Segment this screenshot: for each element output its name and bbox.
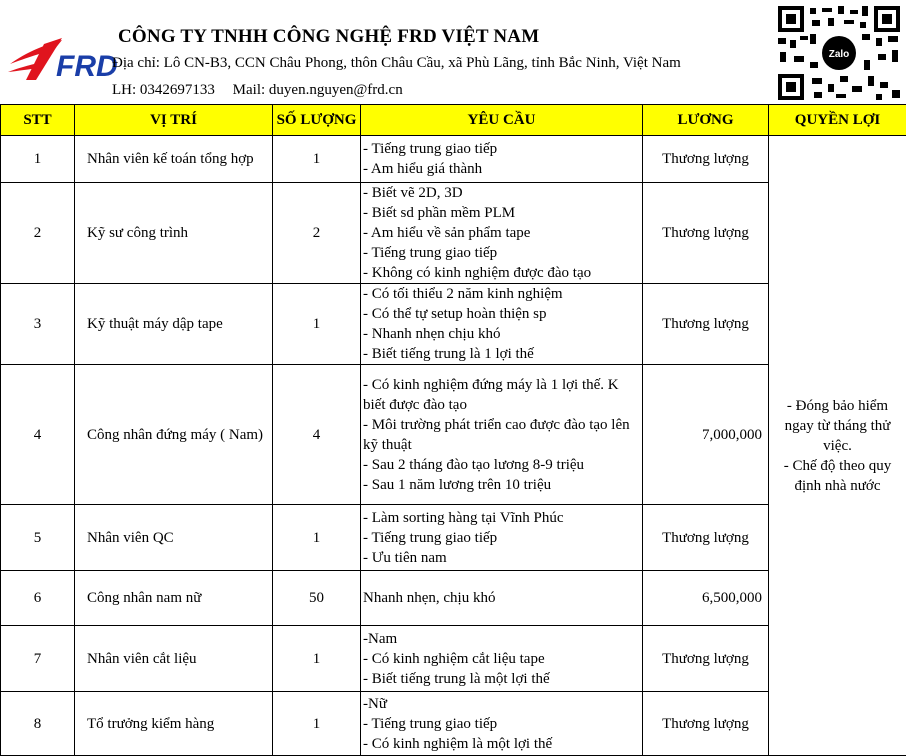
header-salary: LƯƠNG <box>643 105 769 136</box>
row-stt: 1 <box>1 136 75 183</box>
row-stt: 5 <box>1 505 75 571</box>
row-quantity: 1 <box>273 284 361 365</box>
row-salary: 7,000,000 <box>643 365 769 505</box>
requirement-line: - Tiếng trung giao tiếp <box>363 245 498 261</box>
benefit-line: - Chế độ theo quy định nhà nước <box>783 457 892 494</box>
row-quantity: 1 <box>273 692 361 756</box>
requirement-line: - Không có kinh nghiệm được đào tạo <box>363 265 592 281</box>
row-stt: 2 <box>1 183 75 284</box>
row-quantity: 1 <box>273 626 361 692</box>
row-requirements <box>361 365 643 505</box>
frd-logo <box>4 30 122 86</box>
row-stt: 3 <box>1 284 75 365</box>
header-benefits: QUYỀN LỢI <box>769 105 906 136</box>
requirement-line: - Tiếng trung giao tiếp <box>363 141 498 157</box>
mail-text: Mail: duyen.nguyen@frd.cn <box>232 82 403 98</box>
benefits-cell <box>769 136 906 756</box>
requirement-line: Nhanh nhẹn, chịu khó <box>363 590 496 606</box>
row-stt: 4 <box>1 365 75 505</box>
benefit-line: - Đóng bảo hiểm ngay từ tháng thử việc. <box>784 397 891 454</box>
requirement-line: - Môi trường phát triển cao được đào tạo lên kỹ thuật <box>363 416 630 453</box>
row-quantity: 1 <box>273 505 361 571</box>
phone-text: LH: 0342697133 <box>112 82 215 98</box>
row-stt: 8 <box>1 692 75 756</box>
row-salary: Thương lượng <box>643 505 769 571</box>
header-requirements: YÊU CẦU <box>361 105 643 136</box>
row-position: Nhân viên QC <box>75 505 273 571</box>
row-requirements <box>361 136 643 183</box>
logo-text: FRD <box>56 50 118 83</box>
row-position: Nhân viên cắt liệu <box>75 626 273 692</box>
header-quantity: SỐ LƯỢNG <box>273 105 361 136</box>
requirement-line: - Am hiểu giá thành <box>363 161 483 177</box>
requirement-line: - Biết sd phần mềm PLM <box>363 205 516 221</box>
job-table <box>0 104 906 756</box>
header-position: VỊ TRÍ <box>75 105 273 136</box>
row-requirements <box>361 692 643 756</box>
requirement-line: - Làm sorting hàng tại Vĩnh Phúc <box>363 509 564 526</box>
contact-line <box>112 82 403 99</box>
row-salary: Thương lượng <box>643 136 769 183</box>
requirement-line: - Biết vẽ 2D, 3D <box>363 185 463 201</box>
row-quantity: 50 <box>273 571 361 626</box>
row-requirements <box>361 626 643 692</box>
requirement-line: - Có kinh nghiệm đứng máy là 1 lợi thế. K biết được đào tạo <box>363 376 619 413</box>
row-stt: 6 <box>1 571 75 626</box>
requirement-line: - Sau 2 tháng đào tạo lương 8-9 triệu <box>363 456 585 473</box>
company-address: Địa chỉ: Lô CN-B3, CCN Châu Phong, thôn Châu Cầu, xã Phù Lãng, tỉnh Bắc Ninh, Việt Nam <box>112 55 681 71</box>
company-name: CÔNG TY TNHH CÔNG NGHỆ FRD VIỆT NAM <box>118 26 540 47</box>
requirement-line: - Am hiểu về sản phẩm tape <box>363 225 531 241</box>
row-requirements <box>361 505 643 571</box>
table-header-row <box>1 105 906 136</box>
requirement-line: -Nam <box>363 630 398 647</box>
row-quantity: 1 <box>273 136 361 183</box>
requirement-line: - Sau 1 năm lương trên 10 triệu <box>363 476 552 493</box>
row-salary: 6,500,000 <box>643 571 769 626</box>
requirement-line: - Biết tiếng trung là 1 lợi thế <box>363 346 534 362</box>
page-header <box>0 0 906 104</box>
requirement-line: - Có kinh nghiệm cắt liệu tape <box>363 650 545 667</box>
row-position: Công nhân đứng máy ( Nam) <box>75 365 273 505</box>
requirement-line: - Ưu tiên nam <box>363 549 447 566</box>
row-salary: Thương lượng <box>643 183 769 284</box>
row-position: Nhân viên kế toán tổng hợp <box>75 136 273 183</box>
requirement-line: - Có tối thiểu 2 năm kinh nghiệm <box>363 286 563 302</box>
requirement-line: - Tiếng trung giao tiếp <box>363 529 498 546</box>
row-salary: Thương lượng <box>643 692 769 756</box>
row-requirements <box>361 284 643 365</box>
requirement-line: - Có kinh nghiệm là một lợi thế <box>363 735 553 752</box>
table-row <box>1 136 906 183</box>
requirement-line: - Nhanh nhẹn chịu khó <box>363 326 501 342</box>
row-position: Tổ trưởng kiểm hàng <box>75 692 273 756</box>
row-requirements <box>361 571 643 626</box>
row-position: Công nhân nam nữ <box>75 571 273 626</box>
requirement-line: -Nữ <box>363 695 387 712</box>
row-position: Kỹ sư công trình <box>75 183 273 284</box>
requirement-line: - Tiếng trung giao tiếp <box>363 715 498 732</box>
zalo-label: Zalo <box>828 49 850 60</box>
row-requirements <box>361 183 643 284</box>
requirement-line: - Biết tiếng trung là một lợi thế <box>363 670 550 687</box>
row-quantity: 2 <box>273 183 361 284</box>
requirement-line: - Có thể tự setup hoàn thiện sp <box>363 306 547 322</box>
header-stt: STT <box>1 105 75 136</box>
row-quantity: 4 <box>273 365 361 505</box>
row-position: Kỹ thuật máy dập tape <box>75 284 273 365</box>
row-stt: 7 <box>1 626 75 692</box>
row-salary: Thương lượng <box>643 284 769 365</box>
zalo-qr-code <box>776 4 902 102</box>
row-salary: Thương lượng <box>643 626 769 692</box>
